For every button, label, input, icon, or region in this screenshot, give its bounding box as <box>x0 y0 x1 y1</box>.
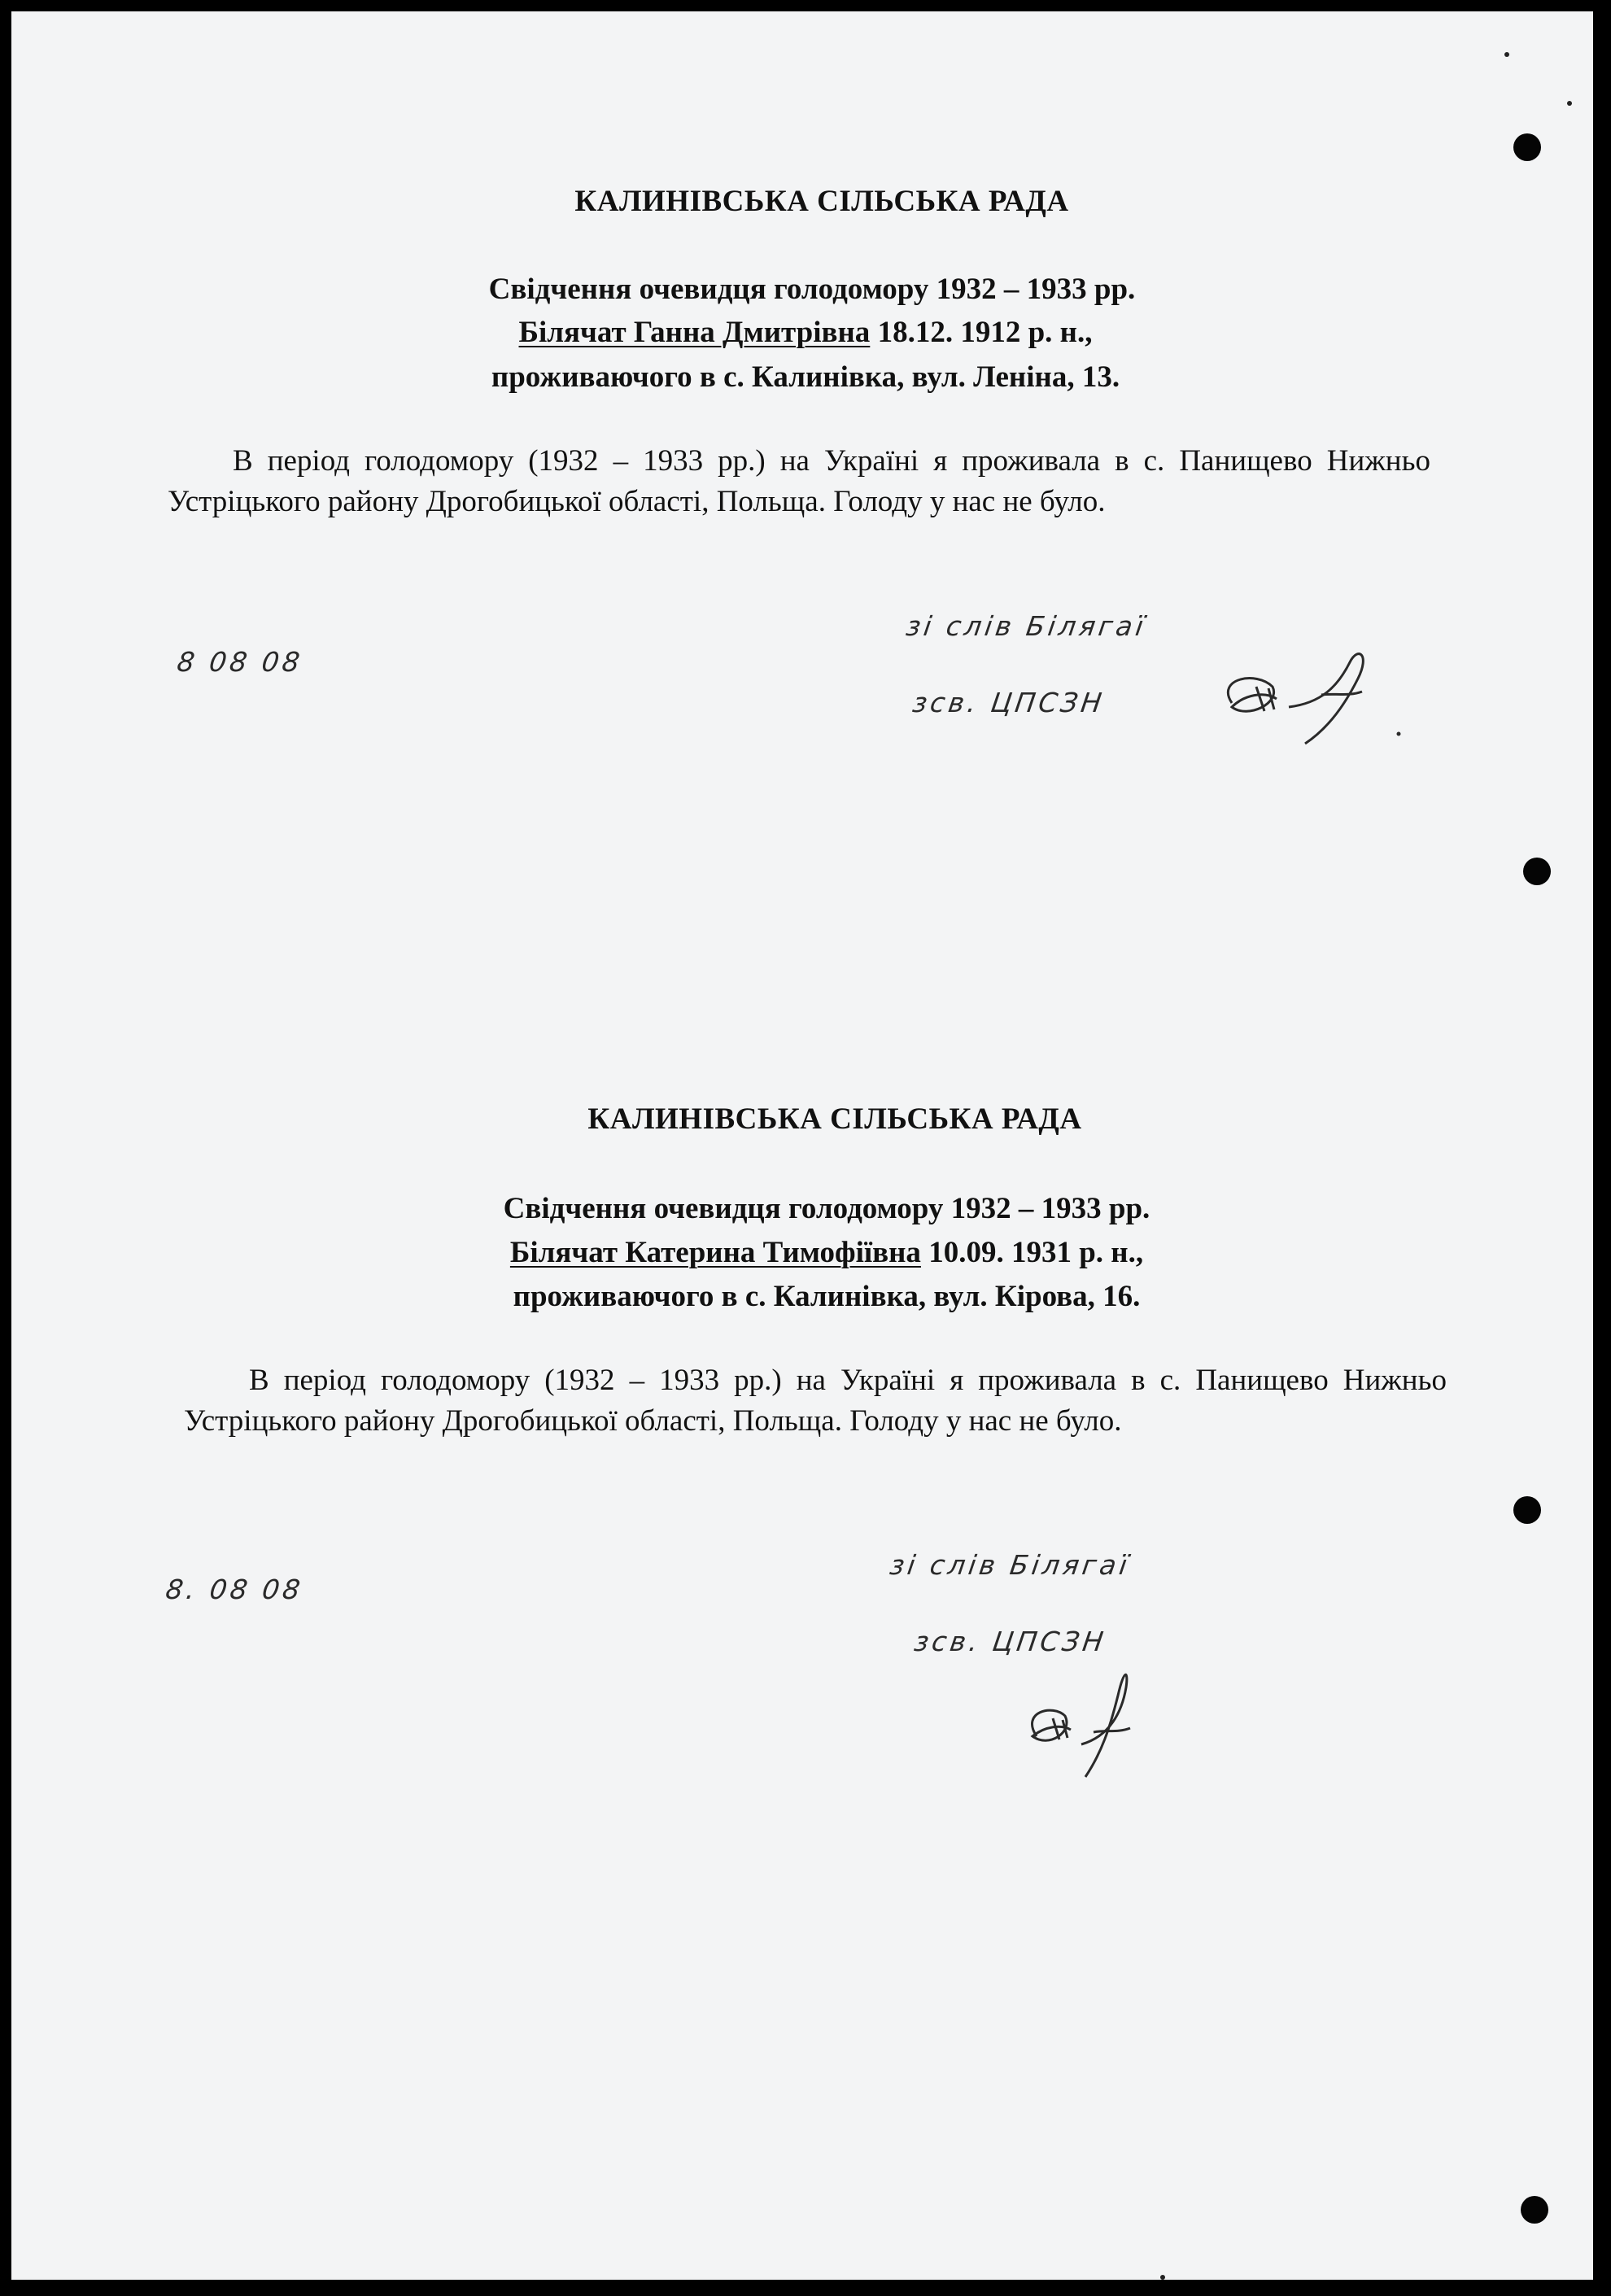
council-heading: КАЛИНІВСЬКА СІЛЬСЬКА РАДА <box>587 1102 1082 1136</box>
witness-birth: 18.12. 1912 р. н., <box>870 316 1093 349</box>
handwritten-date: 8. 08 08 <box>164 1574 306 1605</box>
handwritten-note: зі слів Білягаї <box>904 610 1149 642</box>
handwritten-note: зі слів Білягаї <box>888 1549 1133 1581</box>
testimony-title: Свідчення очевидця голодомору 1932 – 1933 рр. <box>503 1192 1150 1225</box>
witness-name: Білячат Катерина Тимофіївна <box>509 1236 921 1269</box>
speck <box>1160 2275 1165 2280</box>
testimony-paragraph: В період голодомору (1932 – 1933 рр.) на Україні я проживала в с. Панищево Нижньо Устріцького району Дрогобицької області, Польща. Голоду у нас не було. <box>168 444 1430 518</box>
testimony-section-2 <box>11 1069 1593 2273</box>
witness-line <box>36 1235 1593 1270</box>
witness-address: проживаючого в с. Калинівка, вул. Леніна, 13. <box>491 360 1120 394</box>
witness-birth: 10.09. 1931 р. н., <box>920 1236 1144 1269</box>
signature <box>1004 1655 1183 1785</box>
testimony-text <box>168 441 1430 522</box>
testimony-text <box>184 1360 1447 1442</box>
handwritten-note: зсв. ЦПСЗН <box>910 687 1107 718</box>
testimony-title: Свідчення очевидця голодомору 1932 – 1933 рр. <box>488 273 1136 306</box>
witness-line <box>15 315 1593 350</box>
testimony-section-1 <box>11 11 1593 1069</box>
testimony-paragraph: В період голодомору (1932 – 1933 рр.) на Україні я проживала в с. Панищево Нижньо Устріцького району Дрогобицької області, Польща. Голоду у нас не було. <box>184 1364 1447 1438</box>
signature <box>1199 630 1427 760</box>
council-heading: КАЛИНІВСЬКА СІЛЬСЬКА РАДА <box>574 185 1069 218</box>
witness-name: Білячат Ганна Дмитрівна <box>518 316 871 349</box>
document-page <box>11 11 1593 2280</box>
witness-address: проживаючого в с. Калинівка, вул. Кірова, 16. <box>513 1280 1141 1313</box>
handwritten-date: 8 08 08 <box>175 646 305 678</box>
handwritten-note: зсв. ЦПСЗН <box>912 1626 1109 1657</box>
